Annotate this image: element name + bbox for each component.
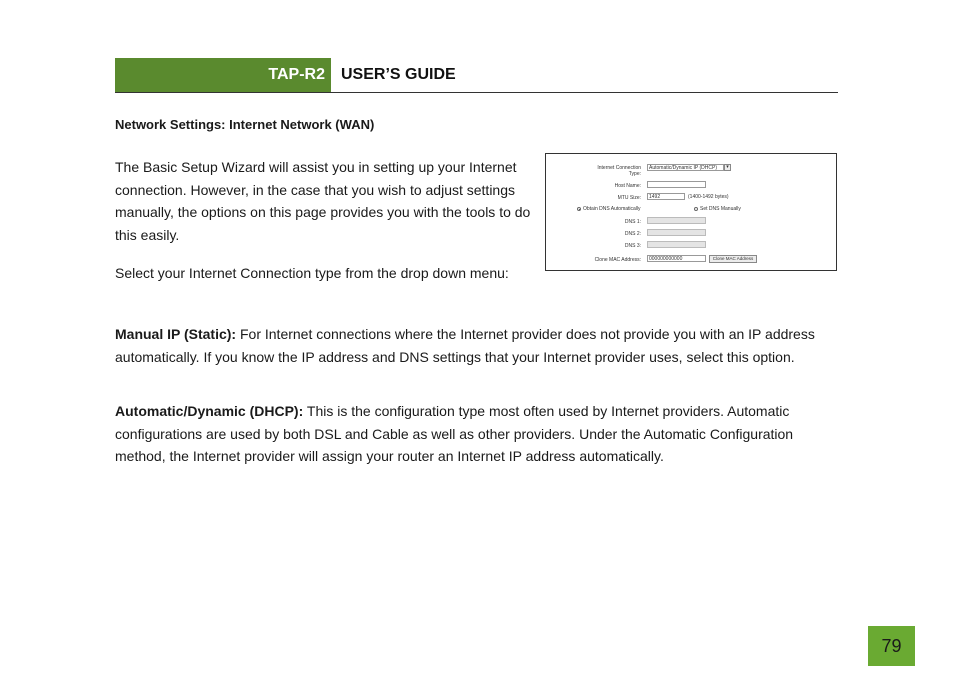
mtu-hint: (1400-1492 bytes): [688, 194, 729, 200]
connection-type-select[interactable]: Automatic/Dynamic IP (DHCP): [647, 164, 724, 171]
dns-auto-radio[interactable]: [577, 207, 581, 211]
manual-ip-paragraph: [115, 323, 843, 368]
clone-mac-button[interactable]: Clone MAC Address: [709, 255, 757, 263]
dhcp-paragraph: [115, 400, 843, 468]
dns-manual-label: Set DNS Manually: [700, 206, 741, 212]
host-name-input[interactable]: [647, 181, 706, 188]
host-name-label: Host Name:: [614, 183, 641, 189]
dns1-label: DNS 1:: [624, 219, 641, 225]
clone-mac-input[interactable]: 000000000000: [647, 255, 706, 262]
dns2-label: DNS 2:: [624, 231, 641, 237]
dns2-input[interactable]: [647, 229, 706, 236]
connection-type-label-2: Type:: [628, 171, 641, 177]
dns1-input[interactable]: [647, 217, 706, 224]
guide-title: USER’S GUIDE: [341, 66, 456, 83]
manual-ip-label: Manual IP (Static):: [115, 326, 237, 342]
section-title: Network Settings: Internet Network (WAN): [115, 117, 375, 132]
dns3-label: DNS 3:: [624, 243, 641, 249]
mtu-label: MTU Size:: [617, 195, 641, 201]
wan-settings-screenshot: [545, 153, 837, 271]
mtu-input[interactable]: 1492: [647, 193, 685, 200]
dhcp-label: Automatic/Dynamic (DHCP):: [115, 403, 304, 419]
page-number: 79: [868, 626, 915, 666]
clone-mac-label: Clone MAC Address:: [594, 257, 641, 263]
dns-auto-label: Obtain DNS Automatically: [583, 206, 641, 212]
dns3-input[interactable]: [647, 241, 706, 248]
header-divider: [115, 92, 838, 93]
select-paragraph: Select your Internet Connection type from the drop down menu:: [115, 265, 509, 281]
intro-paragraph: The Basic Setup Wizard will assist you in setting up your Internet connection. However, in the case that you wish to adjust settings manually, the options on this page provides you with the tools to do this easily.: [115, 159, 531, 243]
product-model: TAP-R2: [268, 66, 325, 83]
dhcp-text: This is the configuration type most often used by Internet providers. Automatic configurations are used by both DSL and Cable as well as other providers. Under the Automatic Configuration method, the Internet provider will assign your router an Internet IP address automatically.: [115, 403, 794, 464]
dns-manual-radio[interactable]: [694, 207, 698, 211]
manual-ip-text: For Internet connections where the Internet provider does not provide you with an IP address automatically. If you know the IP address and DNS settings that your Internet provider uses, select this option.: [115, 326, 815, 365]
connection-type-label-1: Internet Connection: [597, 165, 641, 171]
chevron-down-icon[interactable]: ▾: [724, 164, 731, 171]
